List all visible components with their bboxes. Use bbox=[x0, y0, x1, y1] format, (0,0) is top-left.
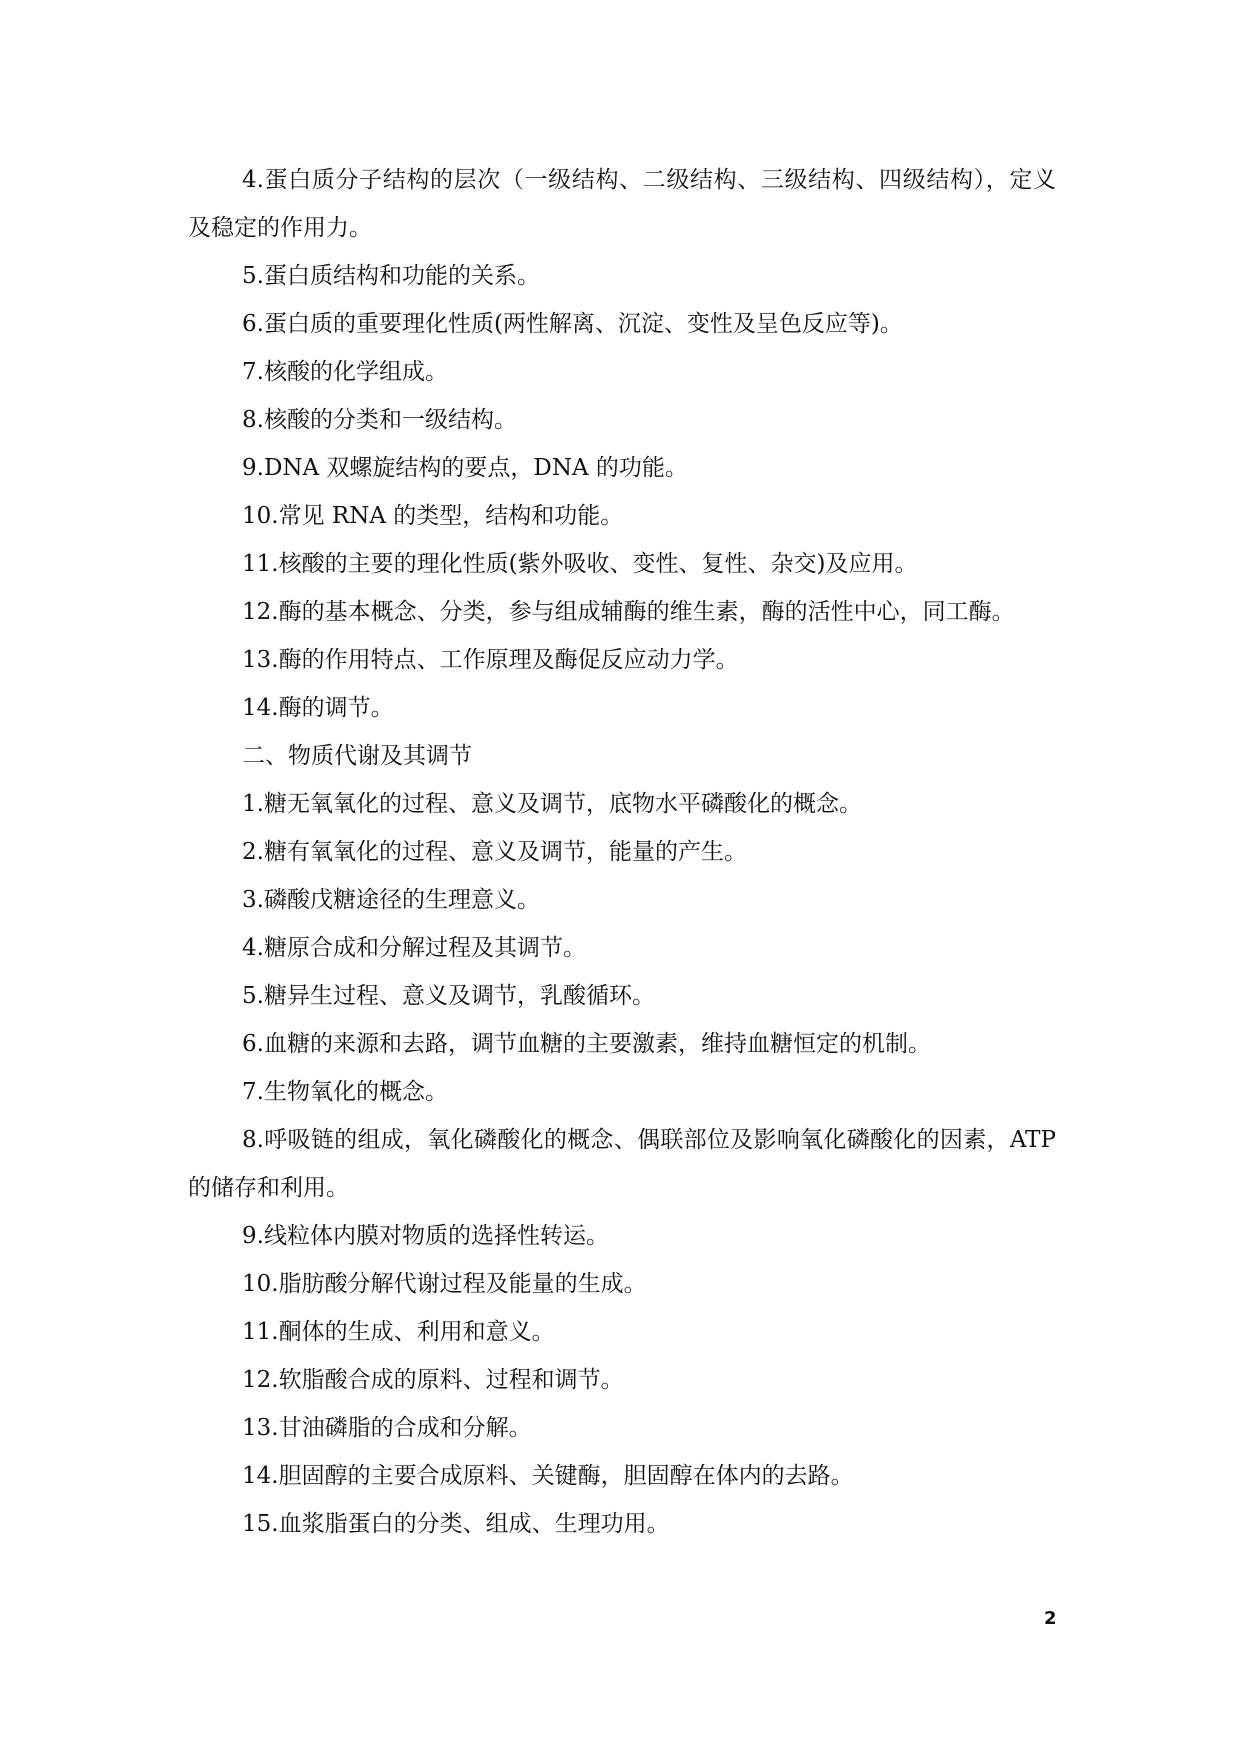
section-heading: 二、物质代谢及其调节 bbox=[242, 743, 472, 769]
document-body bbox=[188, 156, 1056, 1548]
paragraph-item: 3.磷酸戊糖途径的生理意义。 bbox=[242, 887, 540, 913]
paragraph-item: 4.糖原合成和分解过程及其调节。 bbox=[242, 935, 586, 961]
paragraph-item: 8.呼吸链的组成，氧化磷酸化的概念、偶联部位及影响氧化磷酸化的因素，ATP 的储存和利用。 bbox=[188, 1127, 1056, 1201]
paragraph-item: 4.蛋白质分子结构的层次（一级结构、二级结构、三级结构、四级结构），定义及稳定的作用力。 bbox=[188, 167, 1056, 241]
page-number: 2 bbox=[1044, 1608, 1057, 1629]
paragraph-item: 12.软脂酸合成的原料、过程和调节。 bbox=[242, 1367, 624, 1393]
paragraph-item: 5.糖异生过程、意义及调节，乳酸循环。 bbox=[242, 983, 655, 1009]
paragraph-item: 10.常见 RNA 的类型，结构和功能。 bbox=[242, 503, 624, 529]
paragraph-item: 6.血糖的来源和去路，调节血糖的主要激素，维持血糖恒定的机制。 bbox=[242, 1031, 931, 1057]
paragraph-item: 8.核酸的分类和一级结构。 bbox=[242, 407, 517, 433]
paragraph-item: 2.糖有氧氧化的过程、意义及调节，能量的产生。 bbox=[242, 839, 747, 865]
paragraph-item: 1.糖无氧氧化的过程、意义及调节，底物水平磷酸化的概念。 bbox=[242, 791, 862, 817]
paragraph-item: 13.酶的作用特点、工作原理及酶促反应动力学。 bbox=[242, 647, 739, 673]
paragraph-item: 9.DNA 双螺旋结构的要点，DNA 的功能。 bbox=[242, 455, 688, 481]
paragraph-item: 12.酶的基本概念、分类，参与组成辅酶的维生素，酶的活性中心，同工酶。 bbox=[242, 599, 1015, 625]
paragraph-item: 7.核酸的化学组成。 bbox=[242, 359, 448, 385]
paragraph-item: 14.酶的调节。 bbox=[242, 695, 394, 721]
paragraph-item: 6.蛋白质的重要理化性质(两性解离、沉淀、变性及呈色反应等)。 bbox=[242, 311, 903, 337]
paragraph-item: 9.线粒体内膜对物质的选择性转运。 bbox=[242, 1223, 609, 1249]
paragraph-item: 14.胆固醇的主要合成原料、关键酶，胆固醇在体内的去路。 bbox=[242, 1463, 854, 1489]
paragraph-item: 7.生物氧化的概念。 bbox=[242, 1079, 448, 1105]
paragraph-item: 11.核酸的主要的理化性质(紫外吸收、变性、复性、杂交)及应用。 bbox=[242, 551, 918, 577]
paragraph-item: 11.酮体的生成、利用和意义。 bbox=[242, 1319, 555, 1345]
paragraph-item: 10.脂肪酸分解代谢过程及能量的生成。 bbox=[242, 1271, 647, 1297]
paragraph-item: 5.蛋白质结构和功能的关系。 bbox=[242, 263, 540, 289]
paragraph-item: 15.血浆脂蛋白的分类、组成、生理功用。 bbox=[242, 1511, 670, 1537]
paragraph-item: 13.甘油磷脂的合成和分解。 bbox=[242, 1415, 532, 1441]
